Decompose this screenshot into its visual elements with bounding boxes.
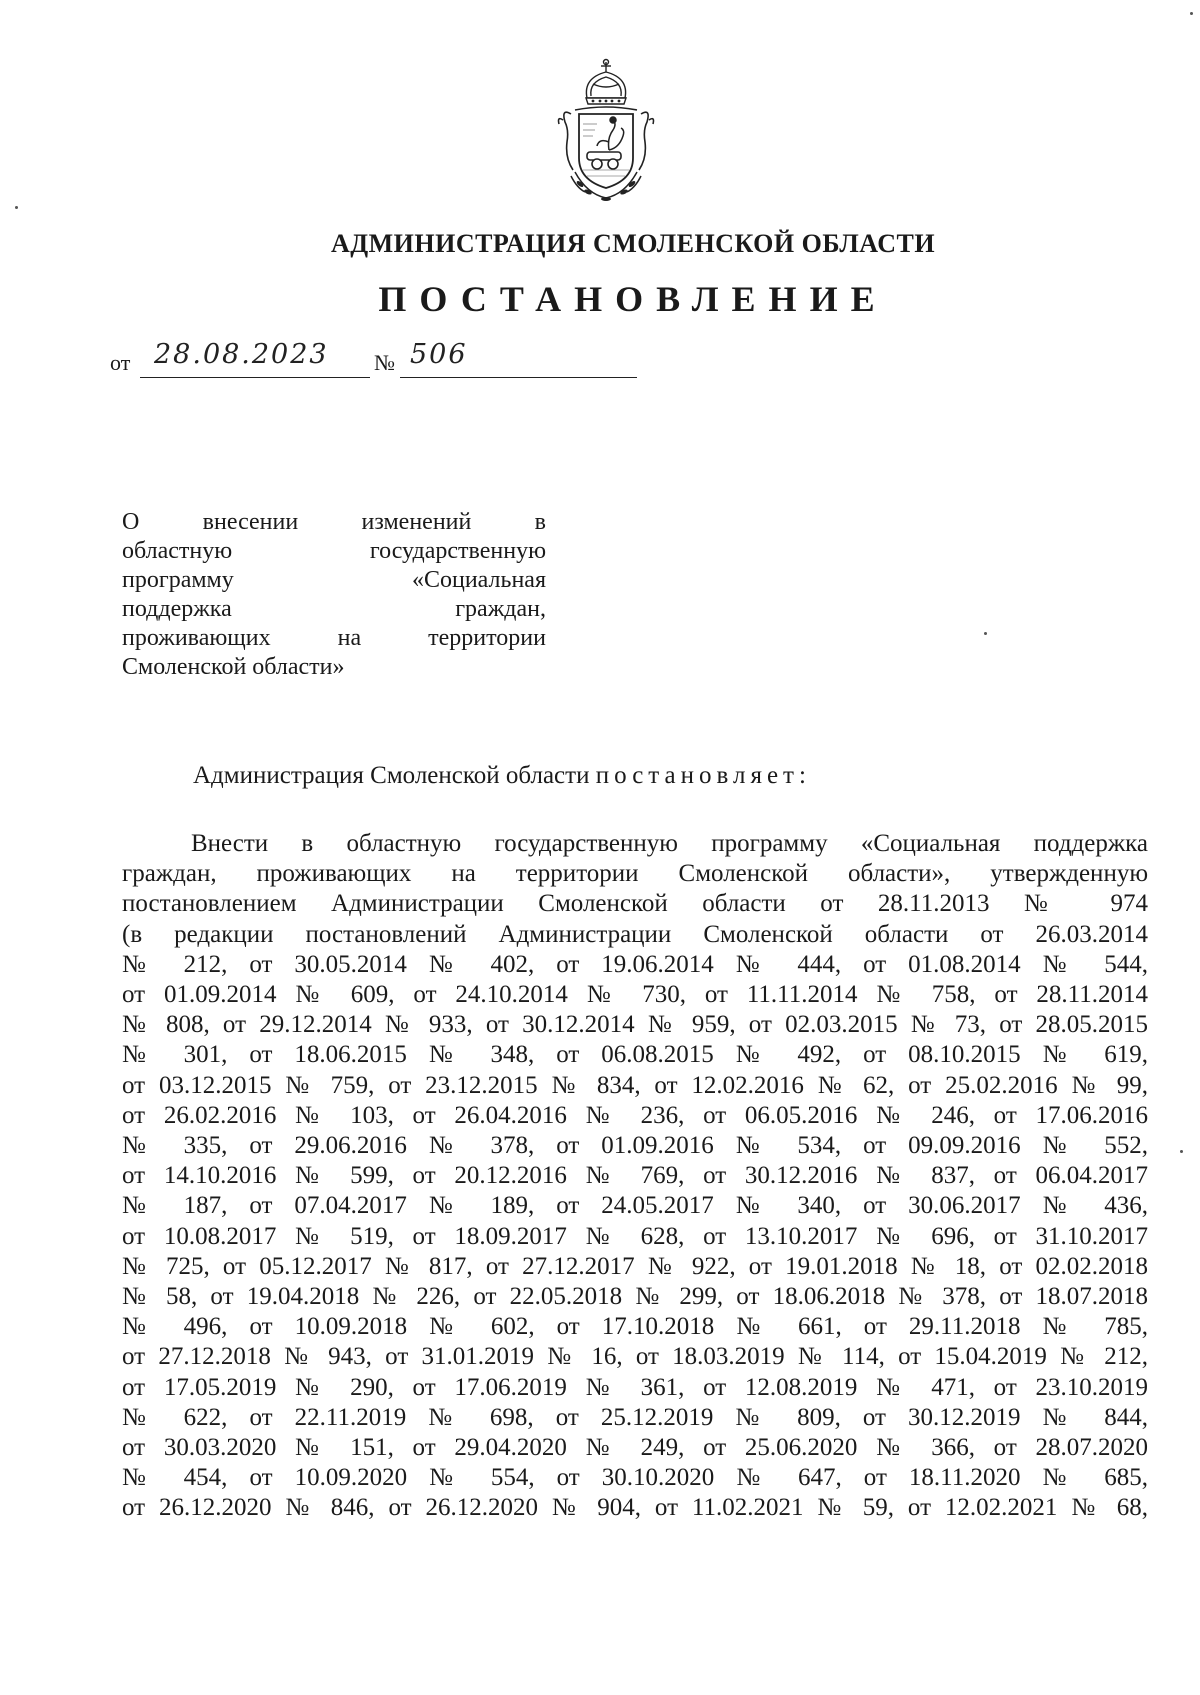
handwritten-date: 28.08.2023	[154, 339, 329, 370]
number-underline	[400, 377, 637, 378]
body-paragraph	[122, 829, 1148, 1524]
body-line: от 26.12.2020 № 846, от 26.12.2020 № 904, от 11.02.2021 № 59, от 12.02.2021 № 68,	[122, 1494, 1148, 1522]
body-line: № 212, от 30.05.2014 № 402, от 19.06.2014 № 444, от 01.08.2014 № 544,	[122, 950, 1148, 978]
subject-line: О внесении изменений в	[122, 509, 546, 535]
document-type: ПОСТАНОВЛЕНИЕ	[378, 279, 888, 319]
body-line: № 496, от 10.09.2018 № 602, от 17.10.2018 № 661, от 29.11.2018 № 785,	[122, 1313, 1148, 1341]
number-label: №	[374, 350, 395, 375]
body-line: Внести в областную государственную программу «Социальная поддержка	[191, 830, 1148, 857]
body-line: от 03.12.2015 № 759, от 23.12.2015 № 834, от 12.02.2016 № 62, от 25.02.2016 № 99,	[122, 1071, 1148, 1099]
decree-verb: постановляет:	[595, 762, 811, 789]
subject-line: проживающих на территории	[122, 625, 546, 651]
body-line: № 725, от 05.12.2017 № 817, от 27.12.2017 № 922, от 19.01.2018 № 18, от 02.02.2018	[122, 1252, 1148, 1280]
scan-speck	[984, 632, 987, 635]
body-line: граждан, проживающих на территории Смоленской области», утвержденную	[122, 860, 1148, 888]
scan-speck	[15, 206, 18, 209]
date-underline	[140, 377, 370, 378]
handwritten-number: 506	[410, 339, 468, 370]
body-line: № 622, от 22.11.2019 № 698, от 25.12.2019 № 809, от 30.12.2019 № 844,	[122, 1403, 1148, 1431]
body-line: (в редакции постановлений Администрации Смоленской области от 26.03.2014	[122, 920, 1148, 948]
body-line: № 187, от 07.04.2017 № 189, от 24.05.2017 № 340, от 30.06.2017 № 436,	[122, 1192, 1148, 1220]
date-label: от	[110, 350, 131, 375]
body-line: от 30.03.2020 № 151, от 29.04.2020 № 249, от 25.06.2020 № 366, от 28.07.2020	[122, 1434, 1148, 1462]
body-line: № 454, от 10.09.2020 № 554, от 30.10.2020 № 647, от 18.11.2020 № 685,	[122, 1464, 1148, 1492]
body-line: от 10.08.2017 № 519, от 18.09.2017 № 628, от 13.10.2017 № 696, от 31.10.2017	[122, 1222, 1148, 1250]
subject-line: программу «Социальная	[122, 567, 546, 593]
body-line: № 335, от 29.06.2016 № 378, от 01.09.2016 № 534, от 09.09.2016 № 552,	[122, 1132, 1148, 1160]
body-line: № 808, от 29.12.2014 № 933, от 30.12.2014 № 959, от 02.03.2015 № 73, от 28.05.2015	[122, 1011, 1148, 1039]
body-line: от 01.09.2014 № 609, от 24.10.2014 № 730, от 11.11.2014 № 758, от 28.11.2014	[122, 981, 1148, 1009]
body-line: постановлением Администрации Смоленской области от 28.11.2013 № 974	[122, 890, 1148, 918]
organization-name: АДМИНИСТРАЦИЯ СМОЛЕНСКОЙ ОБЛАСТИ	[330, 229, 936, 258]
scan-speck	[1190, 12, 1193, 15]
body-line: от 14.10.2016 № 599, от 20.12.2016 № 769, от 30.12.2016 № 837, от 06.04.2017	[122, 1162, 1148, 1190]
body-line: от 17.05.2019 № 290, от 17.06.2019 № 361, от 12.08.2019 № 471, от 23.10.2019	[122, 1373, 1148, 1401]
decree-intro	[193, 762, 811, 790]
body-line: от 26.02.2016 № 103, от 26.04.2016 № 236, от 06.05.2016 № 246, от 17.06.2016	[122, 1101, 1148, 1129]
document-subject	[122, 508, 546, 682]
body-line: № 58, от 19.04.2018 № 226, от 22.05.2018 № 299, от 18.06.2018 № 378, от 18.07.2018	[122, 1283, 1148, 1311]
smolensk-coat-of-arms-icon	[553, 58, 659, 204]
subject-line: Смоленской области»	[122, 654, 345, 680]
subject-line: поддержка граждан,	[122, 596, 546, 622]
scan-speck	[1180, 1150, 1183, 1153]
body-line: № 301, от 18.06.2015 № 348, от 06.08.2015 № 492, от 08.10.2015 № 619,	[122, 1041, 1148, 1069]
body-line: от 27.12.2018 № 943, от 31.01.2019 № 16, от 18.03.2019 № 114, от 15.04.2019 № 212,	[122, 1343, 1148, 1371]
subject-line: областную государственную	[122, 538, 546, 564]
decree-issuer: Администрация Смоленской области	[193, 762, 590, 789]
